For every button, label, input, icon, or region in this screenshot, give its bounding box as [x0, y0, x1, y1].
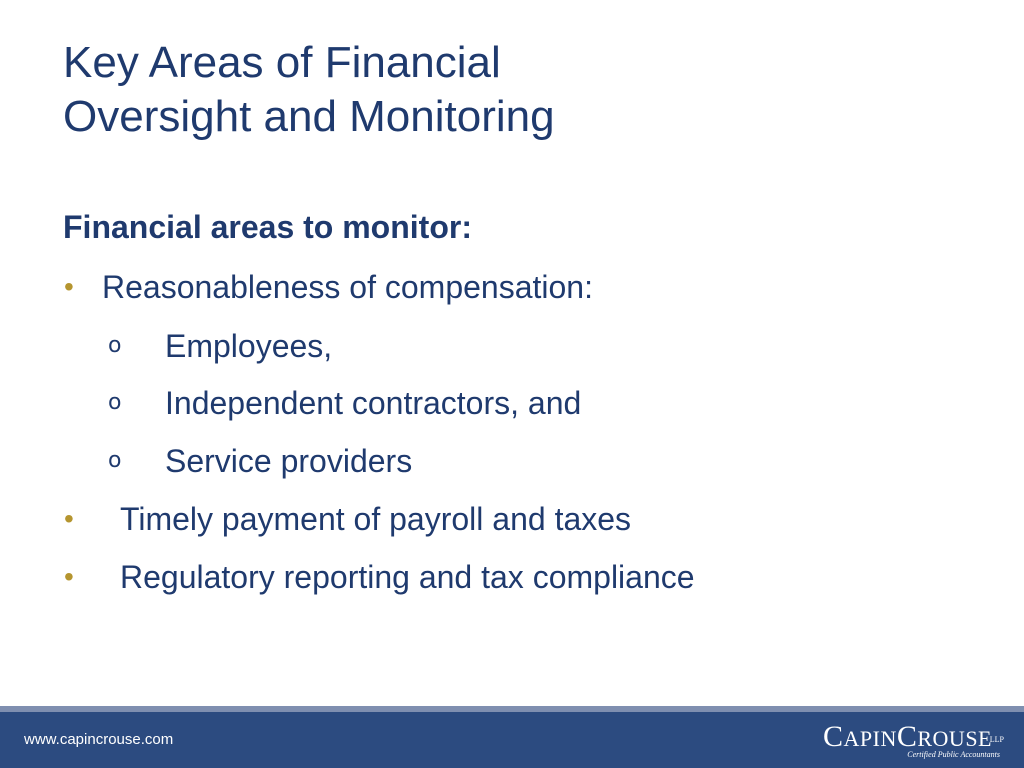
bullet-item-regulatory: Regulatory reporting and tax compliance: [120, 559, 695, 595]
bullet-icon: •: [64, 271, 74, 302]
slide-title: [63, 36, 555, 144]
bullet-item-payroll: Timely payment of payroll and taxes: [120, 501, 632, 537]
company-logo: [804, 722, 1004, 762]
sub-bullet-icon: o: [108, 448, 122, 473]
logo-wordmark: CAPINCROUSE: [823, 720, 992, 753]
bullet-icon: •: [64, 561, 74, 592]
sub-item-independent-contractors: Independent contractors, and: [165, 385, 582, 421]
sub-bullet-icon: o: [108, 333, 122, 358]
logo-tagline: Certified Public Accountants: [907, 750, 1000, 759]
footer-website-link[interactable]: www.capincrouse.com: [24, 731, 174, 748]
logo-llp: LLP: [989, 735, 1004, 744]
sub-bullet-icon: o: [108, 390, 122, 415]
sub-item-employees: Employees,: [165, 328, 333, 364]
bullet-item-compensation: Reasonableness of compensation:: [102, 269, 593, 305]
bullet-icon: •: [64, 503, 74, 534]
slide-title-line-2: Oversight and Monitoring: [63, 92, 555, 141]
section-heading: Financial areas to monitor:: [63, 209, 472, 245]
slide-title-line-1: Key Areas of Financial: [63, 38, 501, 87]
footer: [0, 712, 1024, 768]
sub-item-service-providers: Service providers: [165, 443, 413, 479]
